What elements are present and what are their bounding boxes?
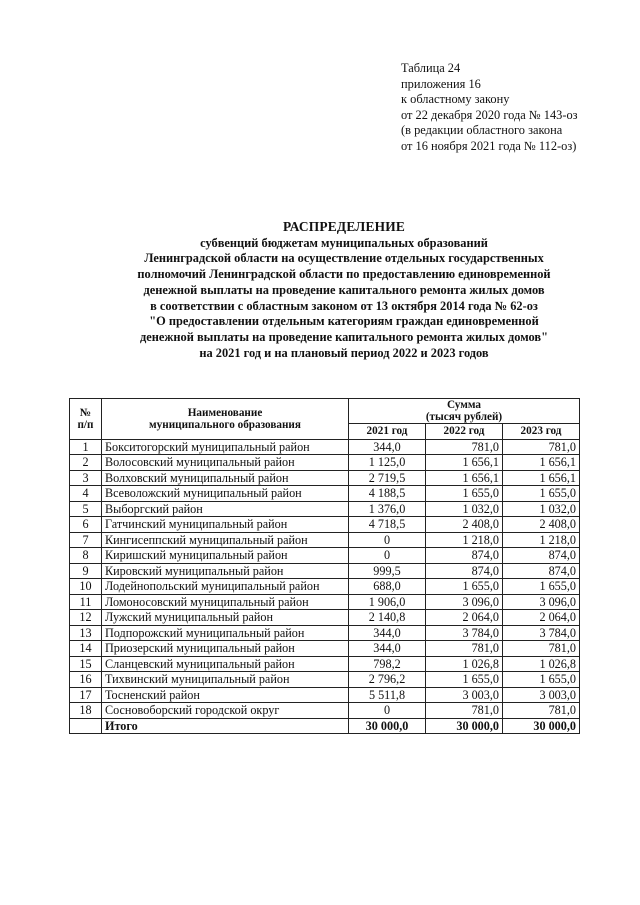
value-2021: 4 718,5 <box>349 517 426 533</box>
municipality-name: Лодейнопольский муниципальный район <box>102 579 349 595</box>
municipality-name: Лужский муниципальный район <box>102 610 349 626</box>
header-line: от 22 декабря 2020 года № 143-оз <box>401 107 578 122</box>
table-row <box>70 656 580 672</box>
col-num-header <box>70 399 102 440</box>
year-2023-header: 2023 год <box>503 424 580 440</box>
header-line: (в редакции областного закона <box>401 123 563 138</box>
municipality-name: Сосновоборский городской округ <box>102 703 349 719</box>
row-number: 10 <box>70 579 102 595</box>
value-2023: 1 032,0 <box>503 501 580 517</box>
value-2022: 1 656,1 <box>426 455 503 471</box>
municipality-name: Сланцевский муниципальный район <box>102 656 349 672</box>
value-2021: 1 906,0 <box>349 594 426 610</box>
value-2022: 1 655,0 <box>426 486 503 502</box>
row-number: 2 <box>70 455 102 471</box>
value-2022: 1 656,1 <box>426 470 503 486</box>
value-2021: 344,0 <box>349 641 426 657</box>
value-2022: 1 218,0 <box>426 532 503 548</box>
value-2021: 4 188,5 <box>349 486 426 502</box>
title-line: полномочий Ленинградской области по предоставлению единовременной <box>137 267 551 282</box>
row-number: 17 <box>70 687 102 703</box>
table-row <box>70 517 580 533</box>
col-name-line1: Наименование <box>187 406 263 419</box>
municipality-name: Киришский муниципальный район <box>102 548 349 564</box>
municipality-name: Кингисеппский муниципальный район <box>102 532 349 548</box>
value-2022: 3 003,0 <box>426 687 503 703</box>
row-number: 6 <box>70 517 102 533</box>
value-2021: 0 <box>349 532 426 548</box>
value-2023: 1 656,1 <box>503 455 580 471</box>
header-line: приложения 16 <box>401 76 481 91</box>
value-2022: 1 032,0 <box>426 501 503 517</box>
value-2023: 1 655,0 <box>503 486 580 502</box>
header-line: Таблица 24 <box>401 61 461 75</box>
value-2023: 781,0 <box>503 641 580 657</box>
table-body <box>70 439 580 734</box>
table-row <box>70 625 580 641</box>
distribution-table <box>69 398 580 734</box>
table-row <box>70 579 580 595</box>
table-row <box>70 610 580 626</box>
municipality-name: Приозерский муниципальный район <box>102 641 349 657</box>
header-line: к областному закону <box>401 92 510 107</box>
value-2023: 1 655,0 <box>503 672 580 688</box>
year-2021-header: 2021 год <box>349 424 426 440</box>
table-row <box>70 594 580 610</box>
value-2023: 1 655,0 <box>503 579 580 595</box>
value-2023: 874,0 <box>503 563 580 579</box>
row-number: 5 <box>70 501 102 517</box>
value-2022: 1 026,8 <box>426 656 503 672</box>
total-label: Итого <box>102 718 349 734</box>
value-2022: 874,0 <box>426 548 503 564</box>
col-sum-line1: Сумма <box>446 399 481 411</box>
row-number: 8 <box>70 548 102 564</box>
table-header-row <box>70 399 580 424</box>
header-line: от 16 ноября 2021 года № 112-оз) <box>401 138 577 153</box>
value-2023: 2 408,0 <box>503 517 580 533</box>
title-line: Ленинградской области на осуществление отдельных государственных <box>144 251 544 266</box>
value-2023: 1 656,1 <box>503 470 580 486</box>
municipality-name: Всеволожский муниципальный район <box>102 486 349 502</box>
table-row <box>70 672 580 688</box>
table-row <box>70 687 580 703</box>
row-number: 14 <box>70 641 102 657</box>
value-2021: 0 <box>349 548 426 564</box>
row-number: 7 <box>70 532 102 548</box>
total-2022: 30 000,0 <box>426 718 503 734</box>
value-2022: 781,0 <box>426 641 503 657</box>
table-row <box>70 455 580 471</box>
title-line: "О предоставлении отдельным категориям граждан единовременной <box>149 314 539 329</box>
value-2021: 5 511,8 <box>349 687 426 703</box>
row-number: 3 <box>70 470 102 486</box>
value-2023: 3 784,0 <box>503 625 580 641</box>
row-number: 1 <box>70 439 102 455</box>
municipality-name: Подпорожский муниципальный район <box>102 625 349 641</box>
value-2022: 3 784,0 <box>426 625 503 641</box>
row-number: 15 <box>70 656 102 672</box>
document-header <box>401 61 578 155</box>
value-2021: 798,2 <box>349 656 426 672</box>
table-row <box>70 703 580 719</box>
row-number: 11 <box>70 594 102 610</box>
municipality-name: Волосовский муниципальный район <box>102 455 349 471</box>
row-number: 18 <box>70 703 102 719</box>
total-2021: 30 000,0 <box>349 718 426 734</box>
value-2021: 999,5 <box>349 563 426 579</box>
document-title <box>70 219 618 361</box>
value-2022: 1 655,0 <box>426 579 503 595</box>
table-row <box>70 548 580 564</box>
table-row <box>70 641 580 657</box>
municipality-name: Гатчинский муниципальный район <box>102 517 349 533</box>
title-line: денежной выплаты на проведение капитального ремонта жилых домов" <box>140 329 548 344</box>
value-2021: 0 <box>349 703 426 719</box>
municipality-name: Бокситогорский муниципальный район <box>102 439 349 455</box>
title-line: субвенций бюджетам муниципальных образований <box>200 235 488 250</box>
table-row <box>70 470 580 486</box>
value-2021: 1 125,0 <box>349 455 426 471</box>
value-2021: 1 376,0 <box>349 501 426 517</box>
value-2022: 2 064,0 <box>426 610 503 626</box>
table-row <box>70 501 580 517</box>
row-number: 9 <box>70 563 102 579</box>
value-2023: 3 003,0 <box>503 687 580 703</box>
col-num-line2: п/п <box>77 418 94 431</box>
municipality-name: Тосненский район <box>102 687 349 703</box>
value-2021: 344,0 <box>349 625 426 641</box>
value-2021: 688,0 <box>349 579 426 595</box>
title-line: денежной выплаты на проведение капитального ремонта жилых домов <box>143 282 545 297</box>
value-2022: 1 655,0 <box>426 672 503 688</box>
total-number <box>70 718 102 734</box>
row-number: 4 <box>70 486 102 502</box>
value-2023: 781,0 <box>503 703 580 719</box>
col-name-header <box>102 399 349 440</box>
value-2023: 874,0 <box>503 548 580 564</box>
municipality-name: Тихвинский муниципальный район <box>102 672 349 688</box>
page-title: РАСПРЕДЕЛЕНИЕ <box>283 219 405 234</box>
value-2023: 1 218,0 <box>503 532 580 548</box>
total-row <box>70 718 580 734</box>
value-2021: 2 140,8 <box>349 610 426 626</box>
municipality-name: Выборгский район <box>102 501 349 517</box>
value-2023: 781,0 <box>503 439 580 455</box>
value-2023: 1 026,8 <box>503 656 580 672</box>
value-2022: 781,0 <box>426 703 503 719</box>
municipality-name: Кировский муниципальный район <box>102 563 349 579</box>
value-2022: 2 408,0 <box>426 517 503 533</box>
title-line: на 2021 год и на плановый период 2022 и 2023 годов <box>199 345 489 360</box>
row-number: 12 <box>70 610 102 626</box>
row-number: 16 <box>70 672 102 688</box>
row-number: 13 <box>70 625 102 641</box>
value-2022: 3 096,0 <box>426 594 503 610</box>
year-2022-header: 2022 год <box>426 424 503 440</box>
col-sum-line2: (тысяч рублей) <box>425 411 503 423</box>
municipality-name: Волховский муниципальный район <box>102 470 349 486</box>
value-2023: 2 064,0 <box>503 610 580 626</box>
total-2023: 30 000,0 <box>503 718 580 734</box>
table-row <box>70 486 580 502</box>
table-row <box>70 532 580 548</box>
table-row <box>70 563 580 579</box>
table-row <box>70 439 580 455</box>
title-line: в соответствии с областным законом от 13 октября 2014 года № 62-оз <box>150 298 538 313</box>
value-2022: 874,0 <box>426 563 503 579</box>
col-sum-header <box>349 399 580 424</box>
col-num-line1: № <box>79 406 92 419</box>
municipality-name: Ломоносовский муниципальный район <box>102 594 349 610</box>
value-2021: 2 796,2 <box>349 672 426 688</box>
value-2021: 2 719,5 <box>349 470 426 486</box>
value-2021: 344,0 <box>349 439 426 455</box>
value-2023: 3 096,0 <box>503 594 580 610</box>
value-2022: 781,0 <box>426 439 503 455</box>
col-name-line2: муниципального образования <box>149 418 301 431</box>
